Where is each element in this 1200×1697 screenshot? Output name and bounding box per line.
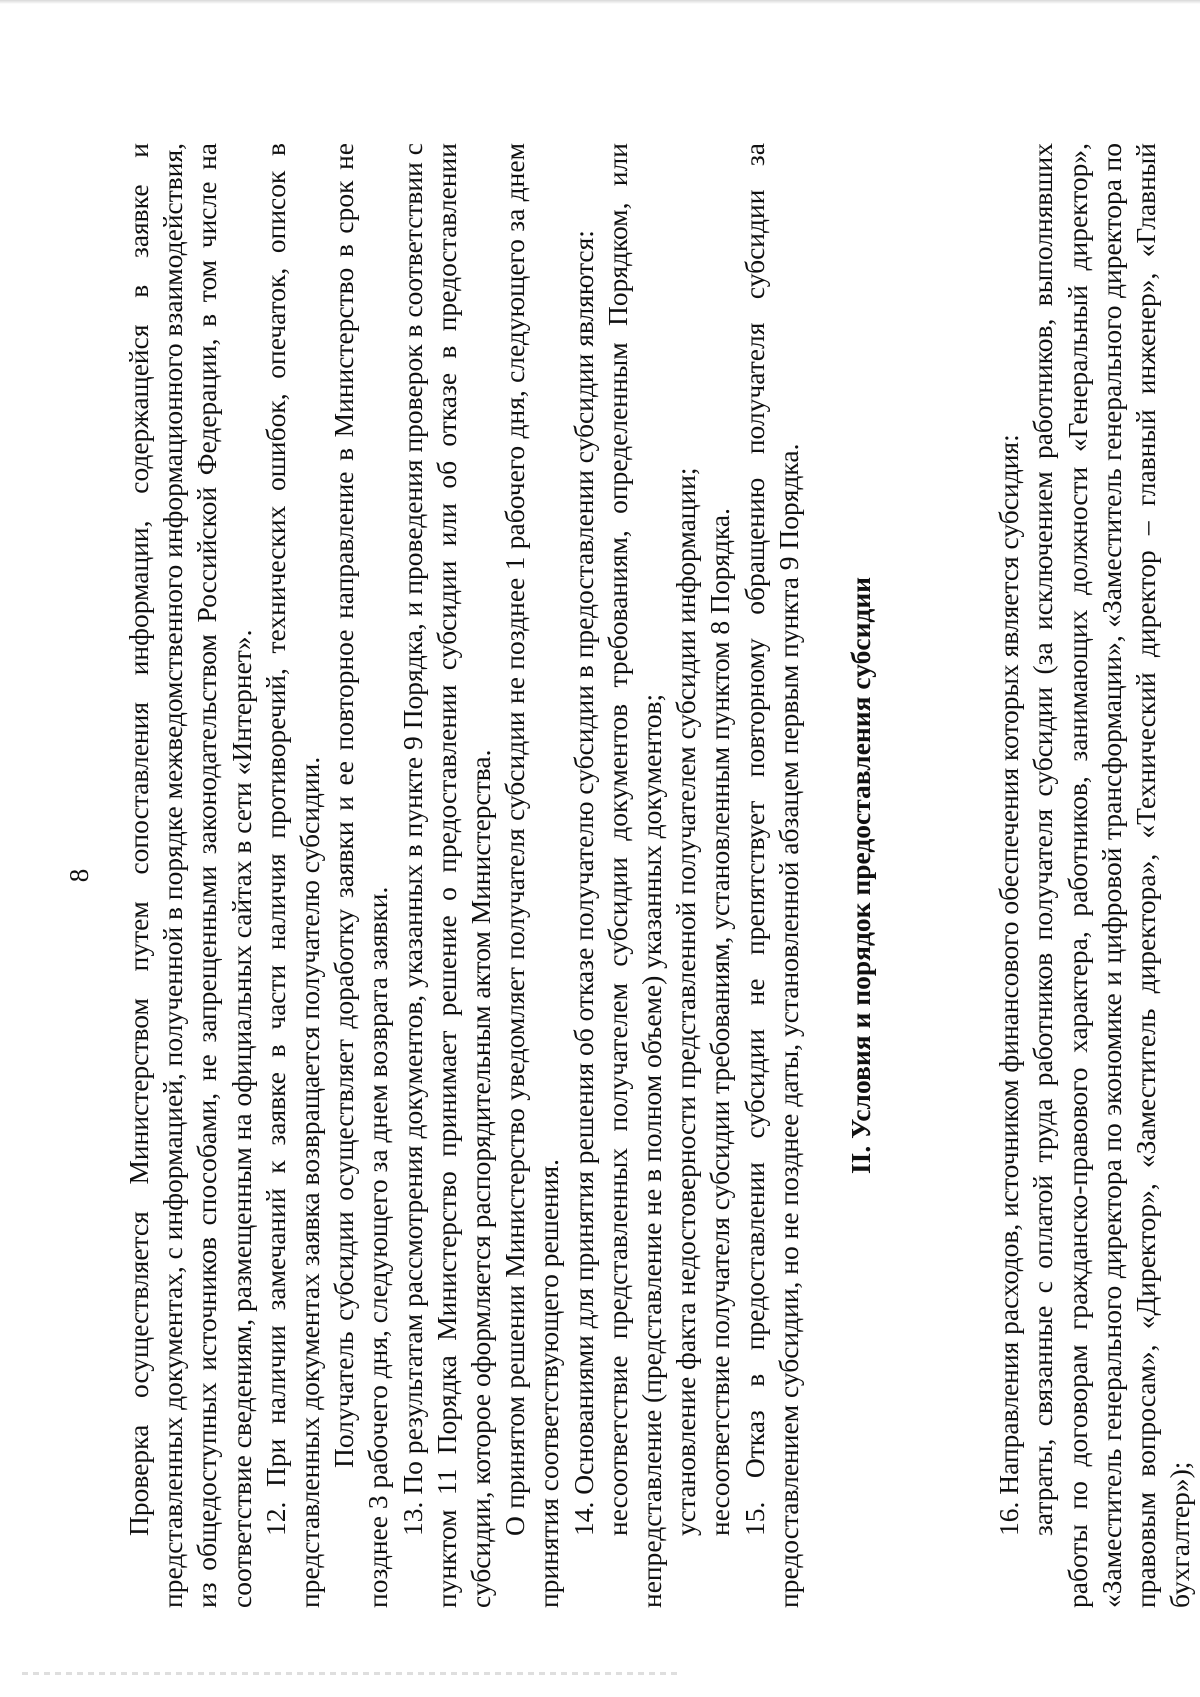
paragraph: несоответствие получателя субсидии требованиям, установленным пунктом 8 Порядка. [704,507,736,1536]
section-heading: II. Условия и порядок предоставления субсидии [845,576,877,1175]
paragraphs-after-section [992,143,1197,1608]
paragraph: О принятом решении Министерство уведомляет получателя субсидии не позднее 1 рабочего дня, следующего за днем принятия соответствующего решения. [499,143,565,1608]
paragraph: 12. При наличии замечаний к заявке в части наличия противоречий, технических ошибок, опечаток, описок в представленных документах заявка возвращается получателю субсидии. [259,143,326,1608]
scan-edge [0,0,1200,4]
page-body [36,143,1197,1608]
scan-artifact [22,1672,682,1675]
rotated-page-content [36,60,1196,1660]
page-number: 8 [64,868,94,883]
paragraph: 14. Основаниями для принятия решения об отказе получателю субсидии в предоставлении субсидии являются: [567,230,599,1536]
paragraph: установление факта недостоверности представленной получателем субсидии информации; [670,467,702,1536]
paragraph: Проверка осуществляется Министерством путем сопоставления информации, содержащейся в заявке и представленных документах, с информацией, полученной в порядке межведомственного информационного взаимодействия, из общедоступных источников способами, не запрещенными законодательством Российской Федерации, в том числе на соответствие сведениям, размещенным на официальных сайтах в сети «Интернет». [123,143,257,1608]
paragraph: 15. Отказ в предоставлении субсидии не препятствует повторному обращению получателя субсидии за предоставлением субсидии, но не позднее даты, установленной абзацем первым пункта 9 Порядка. [738,143,804,1608]
paragraph: 13. По результатам рассмотрения документов, указанных в пункте 9 Порядка, и проведения проверок в соответствии с пунктом 11 Порядка Министерство принимает решение о предоставлении субсидии или об отказе в предоставлении субсидии, которое оформляется распорядительным актом Министерства. [396,143,497,1608]
paragraph: затраты, связанные с оплатой труда работников получателя субсидии (за исключением работников, выполнявших работы по договорам гражданско-правового характера, работников, занимающих должности «Генеральный директор», «Заместитель генерального директора по экономике и цифровой трансформации», «Заместитель генерального директора по правовым вопросам», «Директор», «Заместитель директора», «Технический директор – главный инженер», «Главный бухгалтер»); [1027,143,1196,1608]
paragraph: Получатель субсидии осуществляет доработку заявки и ее повторное направление в Министерство в срок не позднее 3 рабочего дня, следующего за днем возврата заявки. [328,143,394,1608]
paragraph: несоответствие представленных получателем субсидии документов требованиям, определенным Порядком, или непредставление (представление не в полном объеме) указанных документов; [601,143,668,1608]
paragraphs-before-section [122,143,806,1608]
paragraph: 16. Направления расходов, источником финансового обеспечения которых является субсидия: [993,434,1025,1536]
